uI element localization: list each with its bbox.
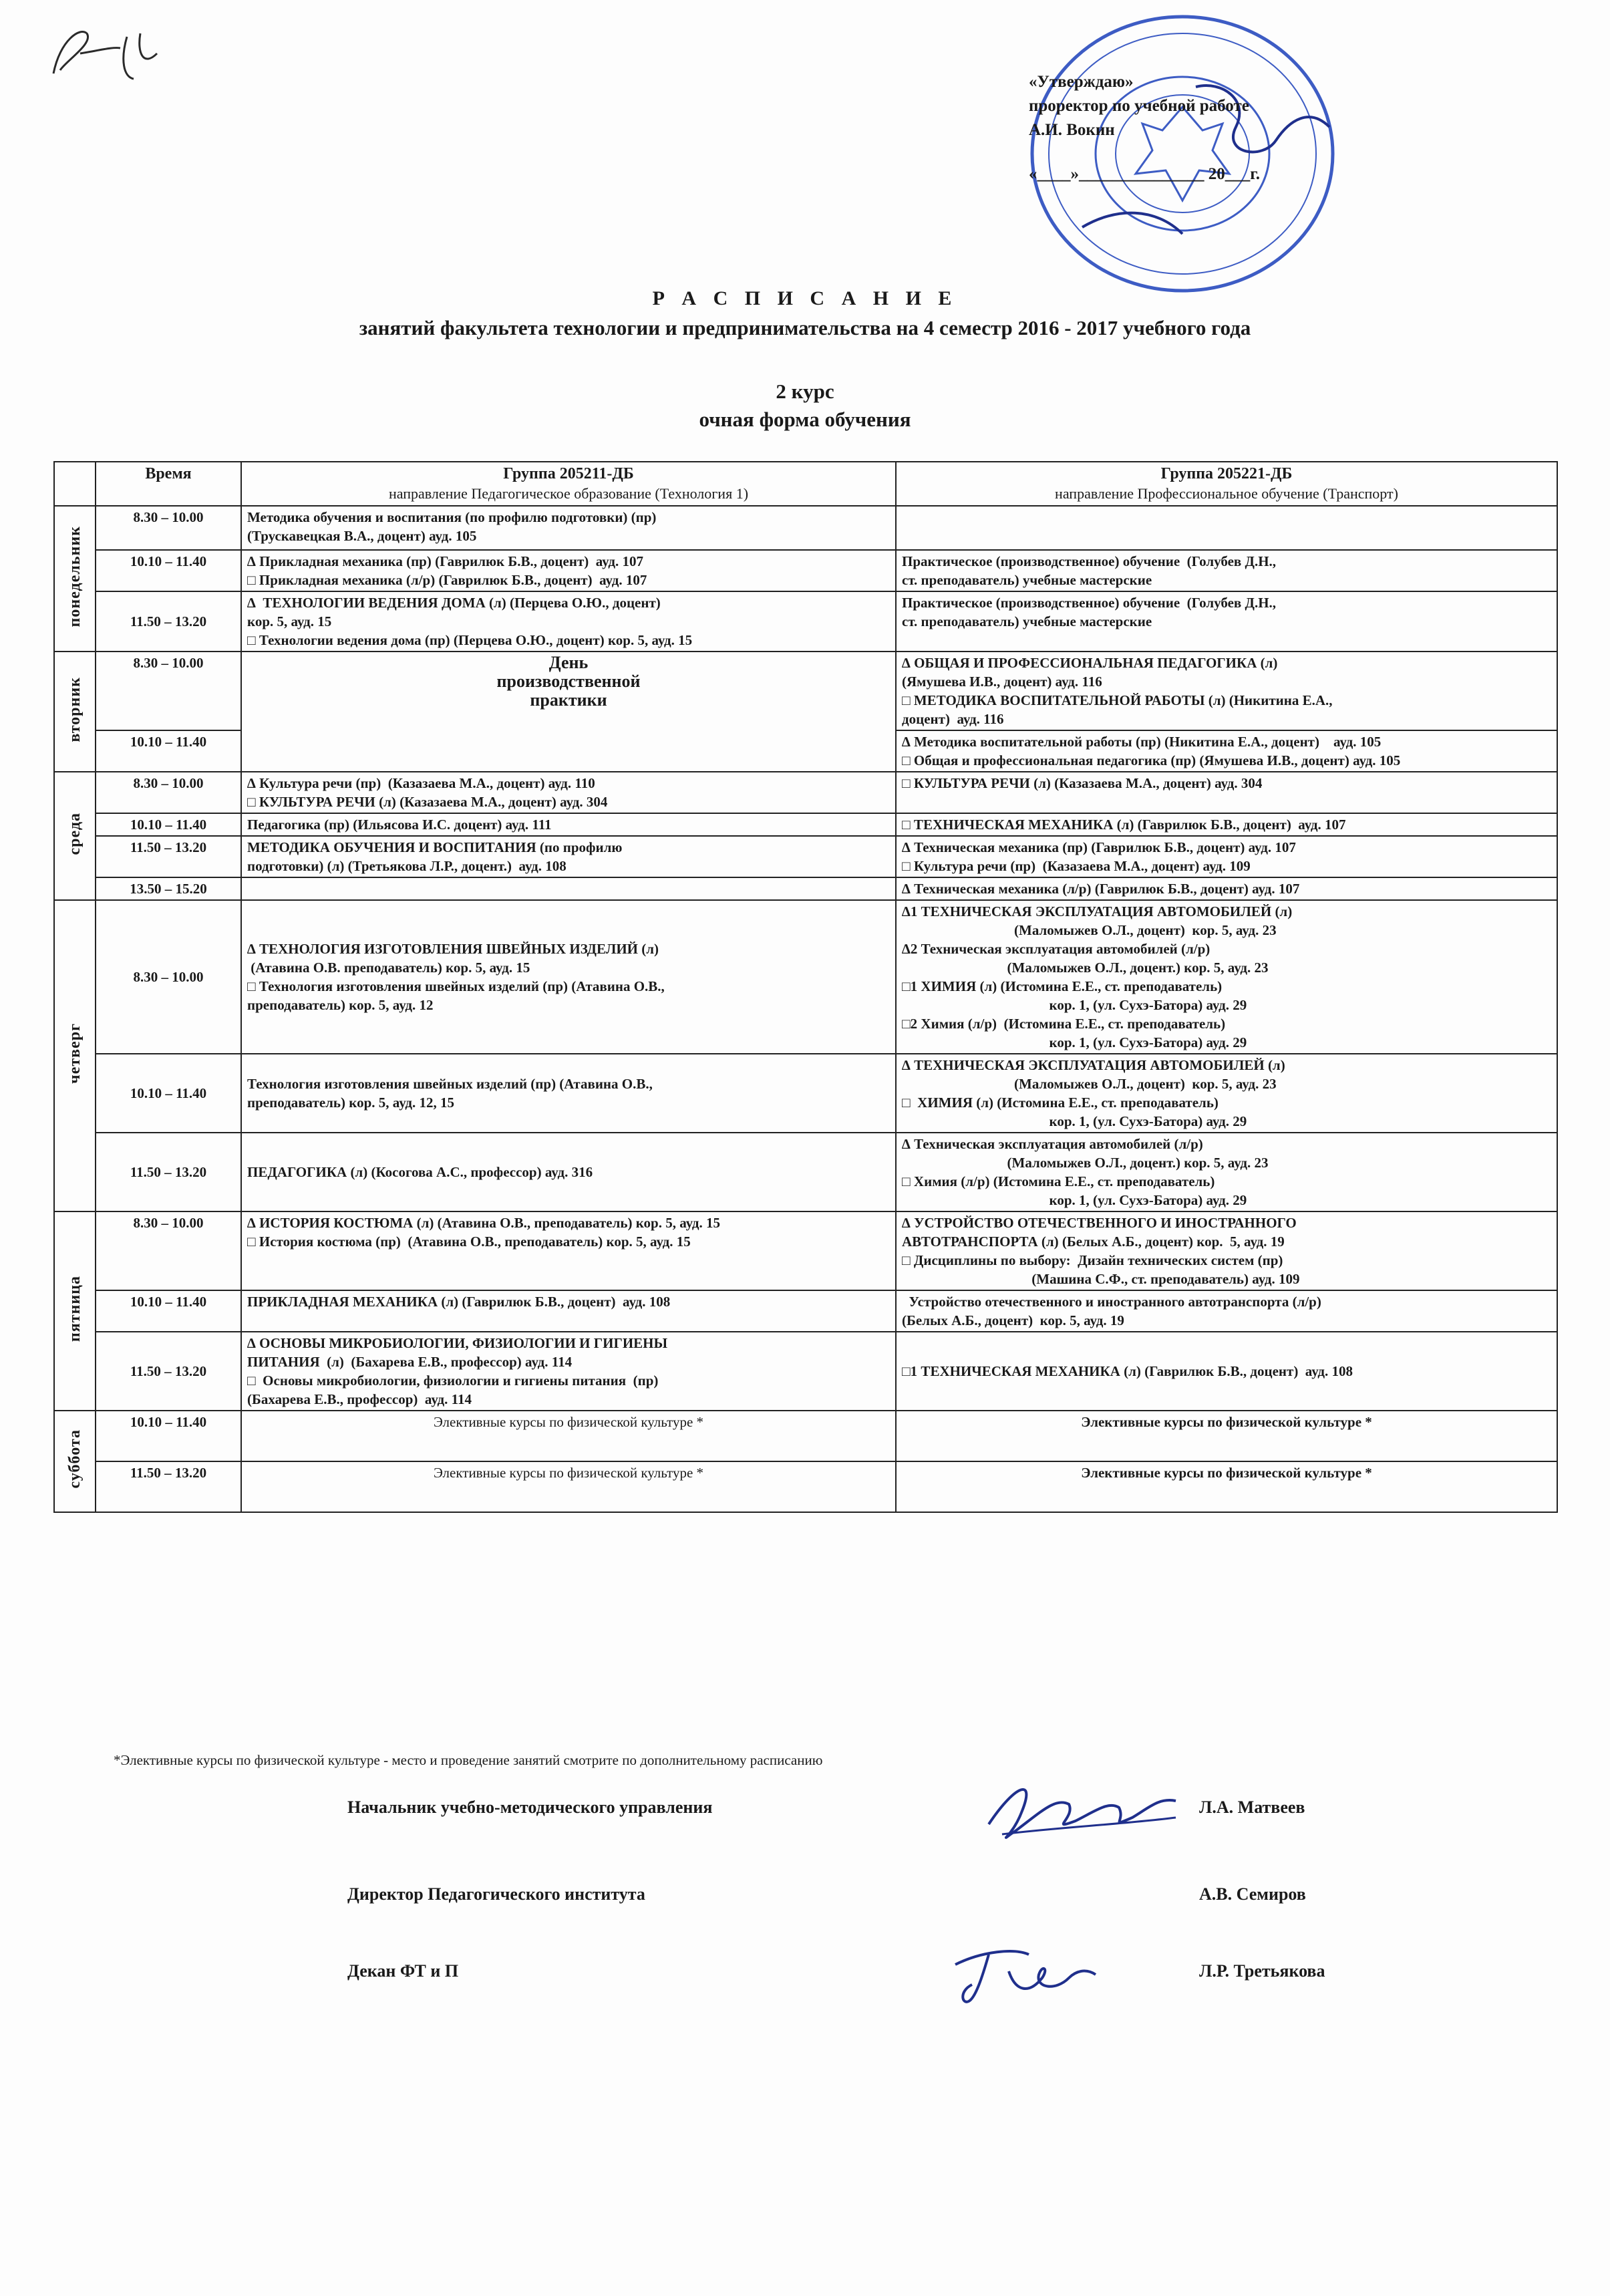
table-row: [54, 550, 1557, 591]
time-header: Время: [96, 462, 241, 506]
time-cell: 11.50 – 13.20: [96, 1332, 241, 1411]
group2-cell: ∆ ТЕХНИЧЕСКАЯ ЭКСПЛУАТАЦИЯ АВТОМОБИЛЕЙ (л) (Маломыжев О.Л., доцент) кор. 5, ауд. 23 □ ХИМИЯ (л) (Истомина Е.Е., ст. преподаватель) кор. 1, (ул. Сухэ-Батора) ауд. 29: [896, 1054, 1557, 1133]
group1-cell: Технология изготовления швейных изделий (пр) (Атавина О.В., преподаватель) кор. 5, ауд. 12, 15: [241, 1054, 896, 1133]
approval-line-3: А.И. Вокин: [1029, 121, 1115, 139]
time-cell: 10.10 – 11.40: [96, 550, 241, 591]
group2-title: Группа 205221-ДБ: [1160, 465, 1293, 482]
study-form-label: очная форма обучения: [699, 408, 911, 431]
table-row: [54, 1290, 1557, 1332]
time-cell: 8.30 – 10.00: [96, 772, 241, 813]
group1-direction: направление Педагогическое образование (Технология 1): [388, 485, 749, 502]
approval-line-1: «Утверждаю»: [1029, 73, 1134, 91]
table-row: [54, 1133, 1557, 1211]
day-tuesday: [54, 652, 96, 772]
group2-cell: Элективные курсы по физической культуре *: [896, 1461, 1557, 1512]
time-cell: 11.50 – 13.20: [96, 836, 241, 877]
schedule-table: [53, 461, 1558, 1513]
time-cell: 8.30 – 10.00: [96, 900, 241, 1054]
time-cell: 10.10 – 11.40: [96, 1290, 241, 1332]
signer-1-position: Начальник учебно-методического управления: [347, 1798, 713, 1817]
approval-line-2: проректор по учебной работе: [1029, 97, 1249, 115]
group1-title: Группа 205211-ДБ: [503, 465, 634, 482]
group2-cell: Практическое (производственное) обучение (Голубев Д.Н., ст. преподаватель) учебные мастерские: [896, 591, 1557, 652]
group2-header: [896, 462, 1557, 506]
group2-direction: направление Профессиональное обучение (Транспорт): [1055, 485, 1398, 502]
group2-cell: ∆ Техническая эксплуатация автомобилей (л/р) (Маломыжев О.Л., доцент.) кор. 5, ауд. 23 □ Химия (л/р) (Истомина Е.Е., ст. преподаватель) кор. 1, (ул. Сухэ-Батора) ауд. 29: [896, 1133, 1557, 1211]
handwritten-mark: [40, 13, 174, 94]
day-friday: [54, 1211, 96, 1411]
group1-cell: ПЕДАГОГИКА (л) (Косогова А.С., профессор) ауд. 316: [241, 1133, 896, 1211]
day-label: четверг: [66, 1023, 84, 1084]
day-label: вторник: [66, 676, 84, 742]
signer-3-position: Декан ФТ и П: [347, 1961, 459, 1981]
time-cell: 10.10 – 11.40: [96, 1411, 241, 1461]
day-wednesday: [54, 772, 96, 900]
time-cell: 10.10 – 11.40: [96, 813, 241, 836]
table-row: [54, 652, 1557, 730]
signer-2-position: Директор Педагогического института: [347, 1884, 645, 1904]
group2-cell: Практическое (производственное) обучение (Голубев Д.Н., ст. преподаватель) учебные мастерские: [896, 550, 1557, 591]
day-label: среда: [66, 812, 84, 855]
table-row: [54, 836, 1557, 877]
group1-cell: Методика обучения и воспитания (по профилю подготовки) (пр) (Трускавецкая В.А., доцент) ауд. 105: [241, 506, 896, 550]
course-label: 2 курс: [776, 380, 834, 403]
time-cell: 10.10 – 11.40: [96, 1054, 241, 1133]
group1-cell: ∆ Прикладная механика (пр) (Гаврилюк Б.В., доцент) ауд. 107 □ Прикладная механика (л/р) (Гаврилюк Б.В., доцент) ауд. 107: [241, 550, 896, 591]
signature-1-image: [975, 1771, 1189, 1858]
group1-cell: МЕТОДИКА ОБУЧЕНИЯ И ВОСПИТАНИЯ (по профилю подготовки) (л) (Третьякова Л.Р., доцент.) ауд. 108: [241, 836, 896, 877]
table-row: [54, 1461, 1557, 1512]
group1-cell: ∆ ОСНОВЫ МИКРОБИОЛОГИИ, ФИЗИОЛОГИИ И ГИГИЕНЫ ПИТАНИЯ (л) (Бахарева Е.В., профессор) ауд. 114 □ Основы микробиологии, физиологии и гигиены питания (пр) (Бахарева Е.В., профессор) ауд. 114: [241, 1332, 896, 1411]
table-row: [54, 772, 1557, 813]
group2-cell: ∆ Методика воспитательной работы (пр) (Никитина Е.А., доцент) ауд. 105 □ Общая и профессиональная педагогика (пр) (Ямушева И.В., доцент) ауд. 105: [896, 730, 1557, 772]
group1-cell: ∆ ИСТОРИЯ КОСТЮМА (л) (Атавина О.В., преподаватель) кор. 5, ауд. 15 □ История костюма (пр) (Атавина О.В., преподаватель) кор. 5, ауд. 15: [241, 1211, 896, 1290]
time-cell: 8.30 – 10.00: [96, 652, 241, 730]
group2-cell: ∆ Техническая механика (л/р) (Гаврилюк Б.В., доцент) ауд. 107: [896, 877, 1557, 900]
group2-cell: □ КУЛЬТУРА РЕЧИ (л) (Казазаева М.А., доцент) ауд. 304: [896, 772, 1557, 813]
signer-3-name: Л.Р. Третьякова: [1199, 1961, 1325, 1981]
table-row: [54, 591, 1557, 652]
group1-header: [241, 462, 896, 506]
time-cell: 8.30 – 10.00: [96, 506, 241, 550]
table-row: [54, 1332, 1557, 1411]
time-cell: 8.30 – 10.00: [96, 1211, 241, 1290]
time-cell: 11.50 – 13.20: [96, 1461, 241, 1512]
group2-cell: □ ТЕХНИЧЕСКАЯ МЕХАНИКА (л) (Гаврилюк Б.В., доцент) ауд. 107: [896, 813, 1557, 836]
table-row: [54, 877, 1557, 900]
day-saturday: [54, 1411, 96, 1512]
day-label: понедельник: [66, 525, 84, 627]
footnote: *Элективные курсы по физической культуре - место и проведение занятий смотрите по дополнительному расписанию: [114, 1752, 823, 1768]
group2-cell: Элективные курсы по физической культуре *: [896, 1411, 1557, 1461]
practice-day-cell: День производственной практики: [241, 652, 896, 772]
group2-cell: ∆ УСТРОЙСТВО ОТЕЧЕСТВЕННОГО И ИНОСТРАННОГО АВТОТРАНСПОРТА (л) (Белых А.Б., доцент) кор. 5, ауд. 19 □ Дисциплины по выбору: Дизайн технических систем (пр) (Машина С.Ф., ст. преподаватель) ауд. 109: [896, 1211, 1557, 1290]
time-cell: 11.50 – 13.20: [96, 591, 241, 652]
group2-cell: Устройство отечественного и иностранного автотранспорта (л/р) (Белых А.Б., доцент) кор. 5, ауд. 19: [896, 1290, 1557, 1332]
group1-cell: [241, 877, 896, 900]
group1-cell: ПРИКЛАДНАЯ МЕХАНИКА (л) (Гаврилюк Б.В., доцент) ауд. 108: [241, 1290, 896, 1332]
group2-cell: ∆ Техническая механика (пр) (Гаврилюк Б.В., доцент) ауд. 107 □ Культура речи (пр) (Казазаева М.А., доцент) ауд. 109: [896, 836, 1557, 877]
day-label: пятница: [66, 1275, 84, 1342]
table-row: [54, 900, 1557, 1054]
time-cell: 13.50 – 15.20: [96, 877, 241, 900]
day-monday: [54, 506, 96, 652]
group2-cell: ∆1 ТЕХНИЧЕСКАЯ ЭКСПЛУАТАЦИЯ АВТОМОБИЛЕЙ (л) (Маломыжев О.Л., доцент) кор. 5, ауд. 23 ∆2 Техническая эксплуатация автомобилей (л/р) (Маломыжев О.Л., доцент.) кор. 5, ауд. 23 □1 ХИМИЯ (л) (Истомина Е.Е., ст. преподаватель) кор. 1, (ул. Сухэ-Батора) ауд. 29 □2 Химия (л/р) (Истомина Е.Е., ст. преподаватель) кор. 1, (ул. Сухэ-Батора) ауд. 29: [896, 900, 1557, 1054]
approval-line-4: «____»_______________ 20___г.: [1029, 165, 1261, 183]
table-row: [54, 813, 1557, 836]
group2-cell: □1 ТЕХНИЧЕСКАЯ МЕХАНИКА (л) (Гаврилюк Б.В., доцент) ауд. 108: [896, 1332, 1557, 1411]
day-thursday: [54, 900, 96, 1211]
document-subtitle: занятий факультета технологии и предпринимательства на 4 семестр 2016 - 2017 учебного года: [359, 316, 1251, 339]
group1-cell: Педагогика (пр) (Ильясова И.С. доцент) ауд. 111: [241, 813, 896, 836]
time-cell: 11.50 – 13.20: [96, 1133, 241, 1211]
time-cell: 10.10 – 11.40: [96, 730, 241, 772]
table-row: [54, 1411, 1557, 1461]
svg-text:А-21: А-21: [40, 13, 42, 14]
signer-1-name: Л.А. Матвеев: [1199, 1798, 1305, 1817]
document-title: Р А С П И С А Н И Е: [652, 287, 958, 309]
table-row: [54, 1054, 1557, 1133]
approval-block: [1029, 70, 1260, 186]
group1-cell: Элективные курсы по физической культуре *: [241, 1461, 896, 1512]
table-row: [54, 506, 1557, 550]
table-row: [54, 1211, 1557, 1290]
group2-cell: [896, 506, 1557, 550]
day-label: суббота: [66, 1429, 84, 1489]
signer-2-name: А.В. Семиров: [1199, 1884, 1306, 1904]
group2-cell: ∆ ОБЩАЯ И ПРОФЕССИОНАЛЬНАЯ ПЕДАГОГИКА (л) (Ямушева И.В., доцент) ауд. 116 □ МЕТОДИКА ВОСПИТАТЕЛЬНОЙ РАБОТЫ (л) (Никитина Е.А., доцент) ауд. 116: [896, 652, 1557, 730]
day-header: [54, 462, 96, 506]
group1-cell: ∆ ТЕХНОЛОГИИ ВЕДЕНИЯ ДОМА (л) (Перцева О.Ю., доцент) кор. 5, ауд. 15 □ Технологии ведения дома (пр) (Перцева О.Ю., доцент) кор. 5, ауд. 15: [241, 591, 896, 652]
group1-cell: ∆ Культура речи (пр) (Казазаева М.А., доцент) ауд. 110 □ КУЛЬТУРА РЕЧИ (л) (Казазаева М.А., доцент) ауд. 304: [241, 772, 896, 813]
group1-cell: Элективные курсы по физической культуре *: [241, 1411, 896, 1461]
group1-cell: ∆ ТЕХНОЛОГИЯ ИЗГОТОВЛЕНИЯ ШВЕЙНЫХ ИЗДЕЛИЙ (л) (Атавина О.В. преподаватель) кор. 5, ауд. 15 □ Технология изготовления швейных изделий (пр) (Атавина О.В., преподаватель) кор. 5, ауд. 12: [241, 900, 896, 1054]
signature-3-image: [942, 1938, 1116, 2011]
table-header-row: [54, 462, 1557, 506]
